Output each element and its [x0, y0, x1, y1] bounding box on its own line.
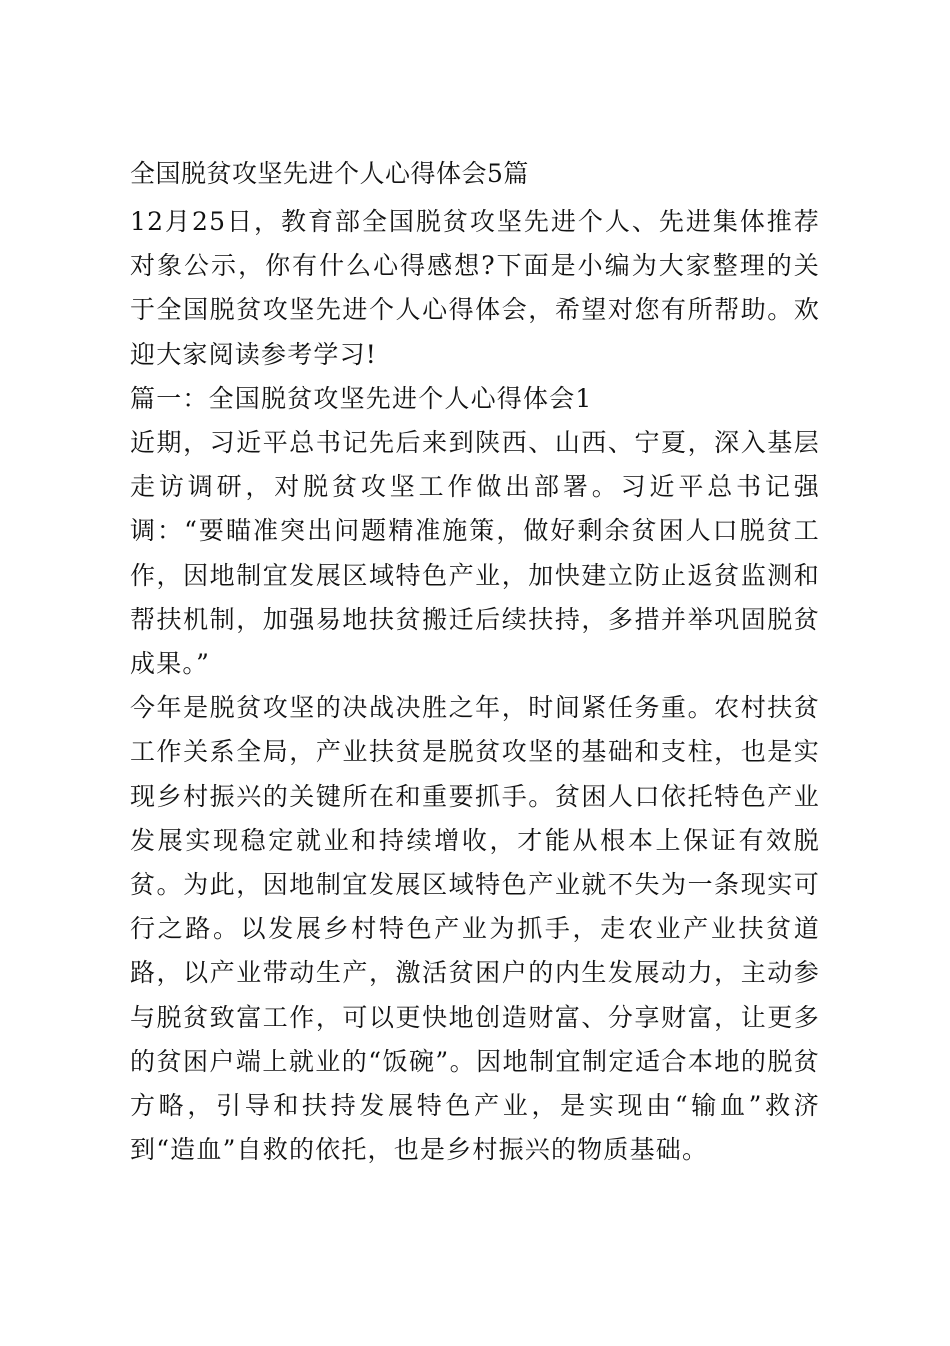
- document-title: 全国脱贫攻坚先进个人心得体会5篇: [130, 159, 529, 188]
- section-heading: 篇一：全国脱贫攻坚先进个人心得体会1: [130, 383, 593, 413]
- body-paragraph-1: 近期，习近平总书记先后来到陕西、山西、宁夏，深入基层走访调研，对脱贫攻坚工作做出部署。习近平总书记强调：“要瞄准突出问题精准施策，做好剩余贫困人口脱贫工作，因地制宜发展区域特色产业，加快建立防止返贫监测和帮扶机制，加强易地扶贫搬迁后续扶持，多措并举巩固脱贫成果。”: [130, 428, 820, 679]
- document-page: [130, 152, 820, 1172]
- body-paragraph-2: 今年是脱贫攻坚的决战决胜之年，时间紧任务重。农村扶贫工作关系全局，产业扶贫是脱贫攻坚的基础和支柱，也是实现乡村振兴的关键所在和重要抓手。贫困人口依托特色产业发展实现稳定就业和持续增收，才能从根本上保证有效脱贫。为此，因地制宜发展区域特色产业就不失为一条现实可行之路。以发展乡村特色产业为抓手，走农业产业扶贫道路，以产业带动生产，激活贫困户的内生发展动力，主动参与脱贫致富工作，可以更快地创造财富、分享财富，让更多的贫困户端上就业的“饭碗”。因地制宜制定适合本地的脱贫方略，引导和扶持发展特色产业，是实现由“输血”救济到“造血”自救的依托，也是乡村振兴的物质基础。: [130, 693, 820, 1165]
- intro-paragraph: 12月25日，教育部全国脱贫攻坚先进个人、先进集体推荐对象公示，你有什么心得感想?下面是小编为大家整理的关于全国脱贫攻坚先进个人心得体会，希望对您有所帮助。欢迎大家阅读参考学习!: [130, 207, 820, 369]
